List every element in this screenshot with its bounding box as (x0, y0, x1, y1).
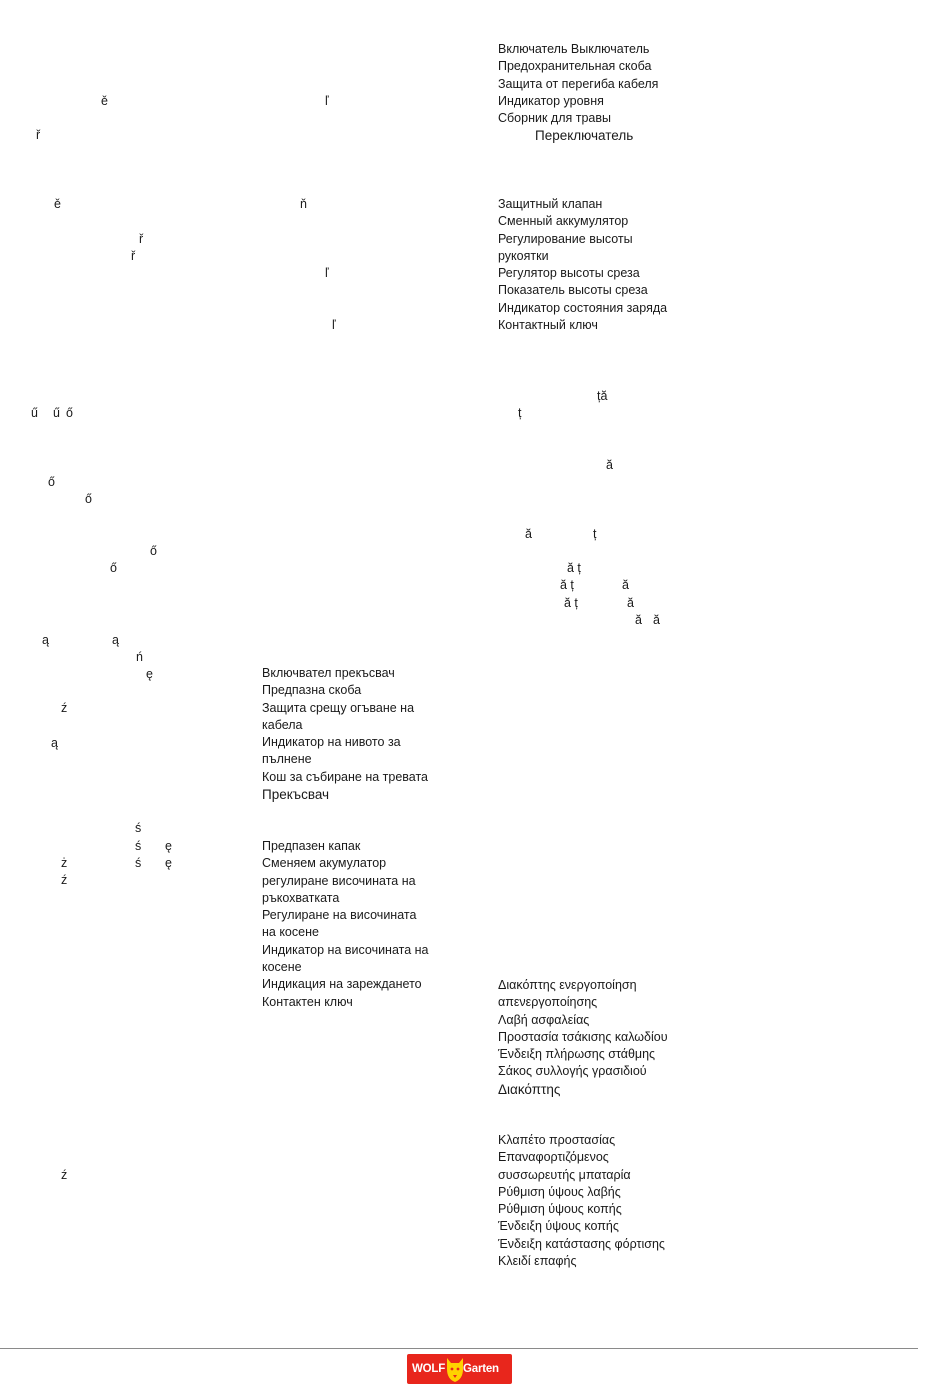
footer-divider (0, 1348, 918, 1349)
legend-item: Ρύθμιση ύψους κοπής (498, 1202, 622, 1217)
legend-item: Регулирование высоты (498, 231, 633, 246)
legend-item: ръкохватката (262, 890, 340, 905)
text-fragment: ą (42, 633, 49, 647)
text-fragment: ř (131, 249, 136, 263)
text-fragment: ă ț (564, 596, 578, 610)
bulgarian-legend-group-2 (262, 838, 429, 1011)
text-fragment: ă (525, 527, 532, 541)
text-fragment: ś (135, 839, 142, 853)
text-fragment: ű (31, 406, 38, 420)
legend-item: Регулятор высоты среза (498, 266, 640, 281)
legend-item: Индикатор состояния заряда (498, 300, 668, 315)
text-fragment: ă (635, 613, 642, 627)
russian-switch-label: Переключатель (535, 128, 634, 143)
text-fragment: ă (606, 458, 613, 472)
russian-legend-group-2 (498, 196, 667, 334)
logo-wolf-text: WOLF (412, 1363, 446, 1375)
text-fragment: ț (518, 406, 522, 420)
bulgarian-legend-group-1 (262, 665, 428, 803)
legend-item: Защита от перегиба кабеля (498, 76, 659, 91)
legend-item: Предпазна скоба (262, 683, 362, 698)
legend-item: Κλαπέτο προστασίας (498, 1133, 616, 1147)
greek-switch-label: Διακόπτης (498, 1081, 561, 1097)
legend-item: Предохранительная скоба (498, 59, 652, 74)
text-fragment: ś (135, 856, 142, 870)
legend-item: косене (262, 960, 302, 975)
legend-item: Ρύθμιση ύψους λαβής (498, 1184, 621, 1199)
text-fragment: ő (85, 492, 92, 506)
text-fragment: ą (51, 736, 58, 750)
legend-item: Включатель Выключатель (498, 42, 650, 56)
wolf-garten-logo (407, 1354, 512, 1384)
legend-item: Λαβή ασφαλείας (498, 1012, 590, 1027)
greek-legend-group-2 (498, 1132, 665, 1270)
legend-item: απενεργοποίησης (498, 995, 598, 1010)
russian-legend-group-1 (498, 41, 658, 127)
legend-item: Кош за събиране на тревата (262, 769, 428, 784)
text-fragment: ľ (332, 318, 336, 332)
legend-item: Показатель высоты среза (498, 283, 648, 298)
legend-item: Ένδειξη κατάστασης φόρτισης (498, 1236, 665, 1251)
legend-item: пълнене (262, 752, 312, 767)
legend-item: Κλειδί επαφής (498, 1254, 577, 1269)
legend-item: Индикатор на нивото за (262, 735, 401, 750)
bulgarian-switch-label: Прекъсвач (262, 787, 330, 803)
legend-item: Индикация на зареждането (262, 977, 422, 992)
text-fragment: ă (622, 578, 629, 592)
legend-item: Индикатор на височината на (262, 942, 429, 957)
legend-item: кабела (262, 717, 303, 732)
greek-legend-group-1 (498, 977, 668, 1098)
legend-item: Защита срещу огъване на (262, 700, 415, 715)
legend-item: на косене (262, 925, 319, 940)
legend-item: Επαναφορτιζόμενος (498, 1150, 609, 1165)
text-fragment: ă (627, 596, 634, 610)
text-fragment: ă ț (560, 578, 574, 592)
text-fragment: ř (139, 232, 144, 246)
legend-item: Διακόπτης ενεργοποίηση (498, 978, 637, 992)
text-fragment: ź (61, 701, 68, 715)
logo-garten-text: Garten (463, 1363, 499, 1375)
text-fragment: ľ (325, 94, 329, 108)
legend-item: Сменяем акумулатор (262, 856, 387, 871)
legend-item: Сборник для травы (498, 111, 612, 126)
text-fragment: ě (101, 94, 108, 108)
text-fragment: ő (48, 475, 55, 489)
text-fragment: ń (136, 650, 143, 664)
text-fragment: ă ț (567, 561, 581, 575)
legend-item: Ένδειξη ύψους κοπής (498, 1219, 619, 1234)
text-fragment: ő (150, 544, 157, 558)
legend-item: Защитный клапан (498, 197, 603, 211)
text-fragment: ță (597, 389, 608, 403)
text-fragment: ț (593, 527, 597, 541)
text-fragment: ź (61, 1168, 68, 1182)
legend-item: Σάκος συλλογής γρασιδιού (498, 1064, 647, 1079)
text-fragment: ň (300, 197, 307, 211)
legend-item: συσσωρευτής μπαταρία (498, 1167, 631, 1182)
legend-item: регулиране височината на (262, 873, 416, 888)
legend-item: Индикатор уровня (498, 93, 604, 108)
text-fragment: ę (146, 667, 153, 681)
text-fragment: ś (135, 821, 142, 835)
legend-item: Сменный аккумулятор (498, 214, 629, 229)
text-fragment: ő (110, 561, 117, 575)
legend-item: Ένδειξη πλήρωσης στάθμης (498, 1047, 656, 1062)
text-fragment: ě (54, 197, 61, 211)
text-fragment: ű (53, 406, 60, 420)
legend-item: Регулиране на височината (262, 908, 417, 923)
text-fragment: ę (165, 839, 172, 853)
text-fragment: ő (66, 406, 73, 420)
text-fragment: ź (61, 873, 68, 887)
legend-item: Предпазен капак (262, 839, 361, 853)
text-fragment: ż (61, 856, 68, 870)
text-fragment: ă (653, 613, 660, 627)
text-fragment: ę (165, 856, 172, 870)
text-fragment: ľ (325, 266, 329, 280)
legend-item: Контактен ключ (262, 994, 353, 1009)
legend-item: рукоятки (498, 248, 549, 263)
text-fragment: ř (36, 128, 41, 142)
legend-item: Включвател прекъсвач (262, 666, 395, 680)
text-fragment: ą (112, 633, 119, 647)
legend-item: Контактный ключ (498, 318, 598, 333)
legend-item: Προστασία τσάκισης καλωδίου (498, 1029, 668, 1044)
